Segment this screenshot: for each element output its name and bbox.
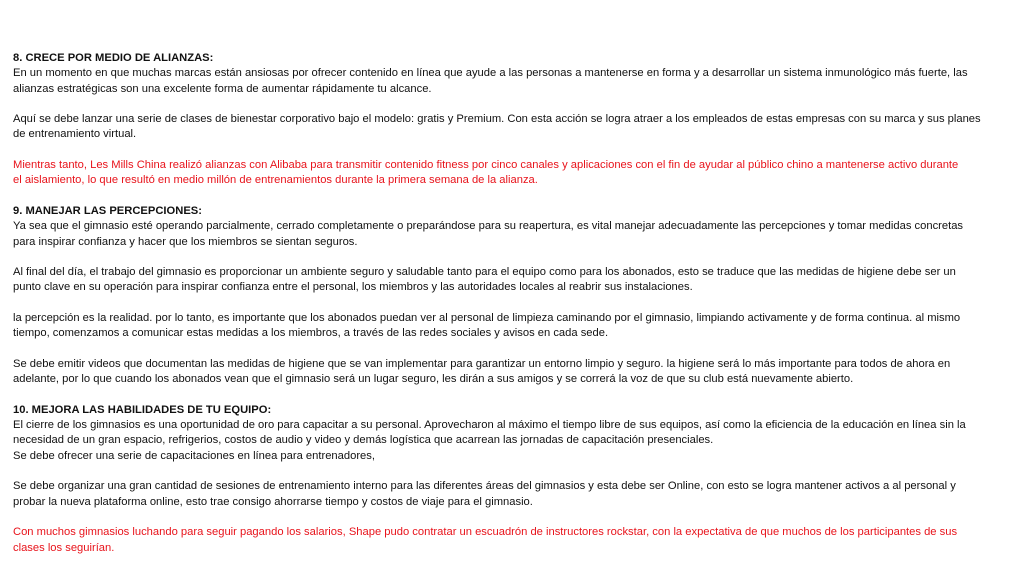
paragraph-line: necesidad de un gran espacio, refrigerios, costos de audio y video y demás logística que acarrean las jornadas de capacitación presenciales. bbox=[13, 434, 714, 447]
paragraph-gap bbox=[13, 296, 1010, 311]
highlight-paragraph-line: Mientras tanto, Les Mills China realizó alianzas con Alibaba para transmitir contenido fitness por cinco canales y aplicaciones con el fin de ayudar al público chino a mantenerse activo durante bbox=[13, 159, 959, 172]
paragraph-line: Se debe emitir videos que documentan las medidas de higiene que se van implementar para garantizar un entorno limpio y seguro. la higiene será lo más importante para todos de ahora en bbox=[13, 357, 951, 370]
paragraph-gap bbox=[13, 342, 1010, 357]
paragraph-line: El cierre de los gimnasios es una oportunidad de oro para capacitar a su personal. Aprovecharon al máximo el tiempo libre de sus equipos, así como la eficiencia de la educación en línea sin la bbox=[13, 419, 966, 432]
section-heading-alianzas: 8. CRECE POR MEDIO DE ALIANZAS: bbox=[13, 52, 214, 64]
paragraph-gap bbox=[13, 97, 1010, 112]
paragraph-gap bbox=[13, 388, 1010, 403]
paragraph-line: Se debe organizar una gran cantidad de sesiones de entrenamiento interno para las diferentes áreas del gimnasios y esta debe ser Online, con esto se logra mantener activos a al personal y bbox=[13, 480, 956, 493]
paragraph-gap bbox=[13, 250, 1010, 265]
highlight-paragraph-line: el aislamiento, lo que resultó en medio millón de entrenamientos durante la primera semana de la alianza. bbox=[13, 174, 538, 187]
paragraph-gap bbox=[13, 143, 1010, 158]
paragraph-line: En un momento en que muchas marcas están ansiosas por ofrecer contenido en línea que ayude a las personas a mantenerse en forma y a desarrollar un sistema inmunológico más fuerte, las bbox=[13, 67, 968, 80]
paragraph-line: adelante, por lo que cuando los abonados vean que el gimnasio será un lugar seguro, les dirán a sus amigos y se correrá la voz de que su club está nuevamente abierto. bbox=[13, 373, 854, 386]
paragraph-gap bbox=[13, 464, 1010, 479]
paragraph-gap bbox=[13, 189, 1010, 204]
paragraph-line: Se debe ofrecer una serie de capacitaciones en línea para entrenadores, bbox=[13, 449, 375, 462]
paragraph-line: alianzas estratégicas son una excelente forma de aumentar rápidamente tu alcance. bbox=[13, 82, 432, 95]
highlight-paragraph-line: Con muchos gimnasios luchando para seguir pagando los salarios, Shape pudo contratar un escuadrón de instructores rockstar, con la expectativa de que muchos de los participantes de sus bbox=[13, 526, 958, 539]
paragraph-line: tiempo, comenzamos a comunicar estas medidas a los miembros, a través de las redes sociales y avisos en cada sede. bbox=[13, 327, 609, 340]
highlight-paragraph-line: clases los seguirían. bbox=[13, 541, 115, 554]
paragraph-line: Aquí se debe lanzar una serie de clases de bienestar corporativo bajo el modelo: gratis y Premium. Con esta acción se logra atraer a los empleados de estas empresas con su marca y sus planes bbox=[13, 113, 981, 126]
paragraph-line: de entrenamiento virtual. bbox=[13, 128, 137, 141]
paragraph-line: la percepción es la realidad. por lo tanto, es importante que los abonados puedan ver al personal de limpieza caminando por el gimnasio, limpiando activamente y de forma continua. al mismo bbox=[13, 312, 961, 325]
section-heading-habilidades: 10. MEJORA LAS HABILIDADES DE TU EQUIPO: bbox=[13, 403, 272, 416]
paragraph-line: probar la nueva plataforma online, esto trae consigo ahorrarse tiempo y costos de viaje para el gimnasio. bbox=[13, 495, 533, 508]
section-heading-percepciones: 9. MANEJAR LAS PERCEPCIONES: bbox=[13, 204, 202, 217]
paragraph-line: para inspirar confianza y hacer que los miembros se sientan seguros. bbox=[13, 235, 358, 248]
paragraph-line: Al final del día, el trabajo del gimnasio es proporcionar un ambiente seguro y saludable tanto para el equipo como para los abonados, esto se traduce que las medidas de higiene debe ser un bbox=[13, 266, 956, 279]
paragraph-line: Ya sea que el gimnasio esté operando parcialmente, cerrado completamente o preparándose para su reapertura, es vital manejar adecuadamente las percepciones y tomar medidas concretas bbox=[13, 220, 964, 233]
paragraph-line: punto clave en su operación para inspirar confianza entre el personal, los miembros y las autoridades locales al reabrir sus instalaciones. bbox=[13, 281, 693, 294]
paragraph-gap bbox=[13, 510, 1010, 525]
